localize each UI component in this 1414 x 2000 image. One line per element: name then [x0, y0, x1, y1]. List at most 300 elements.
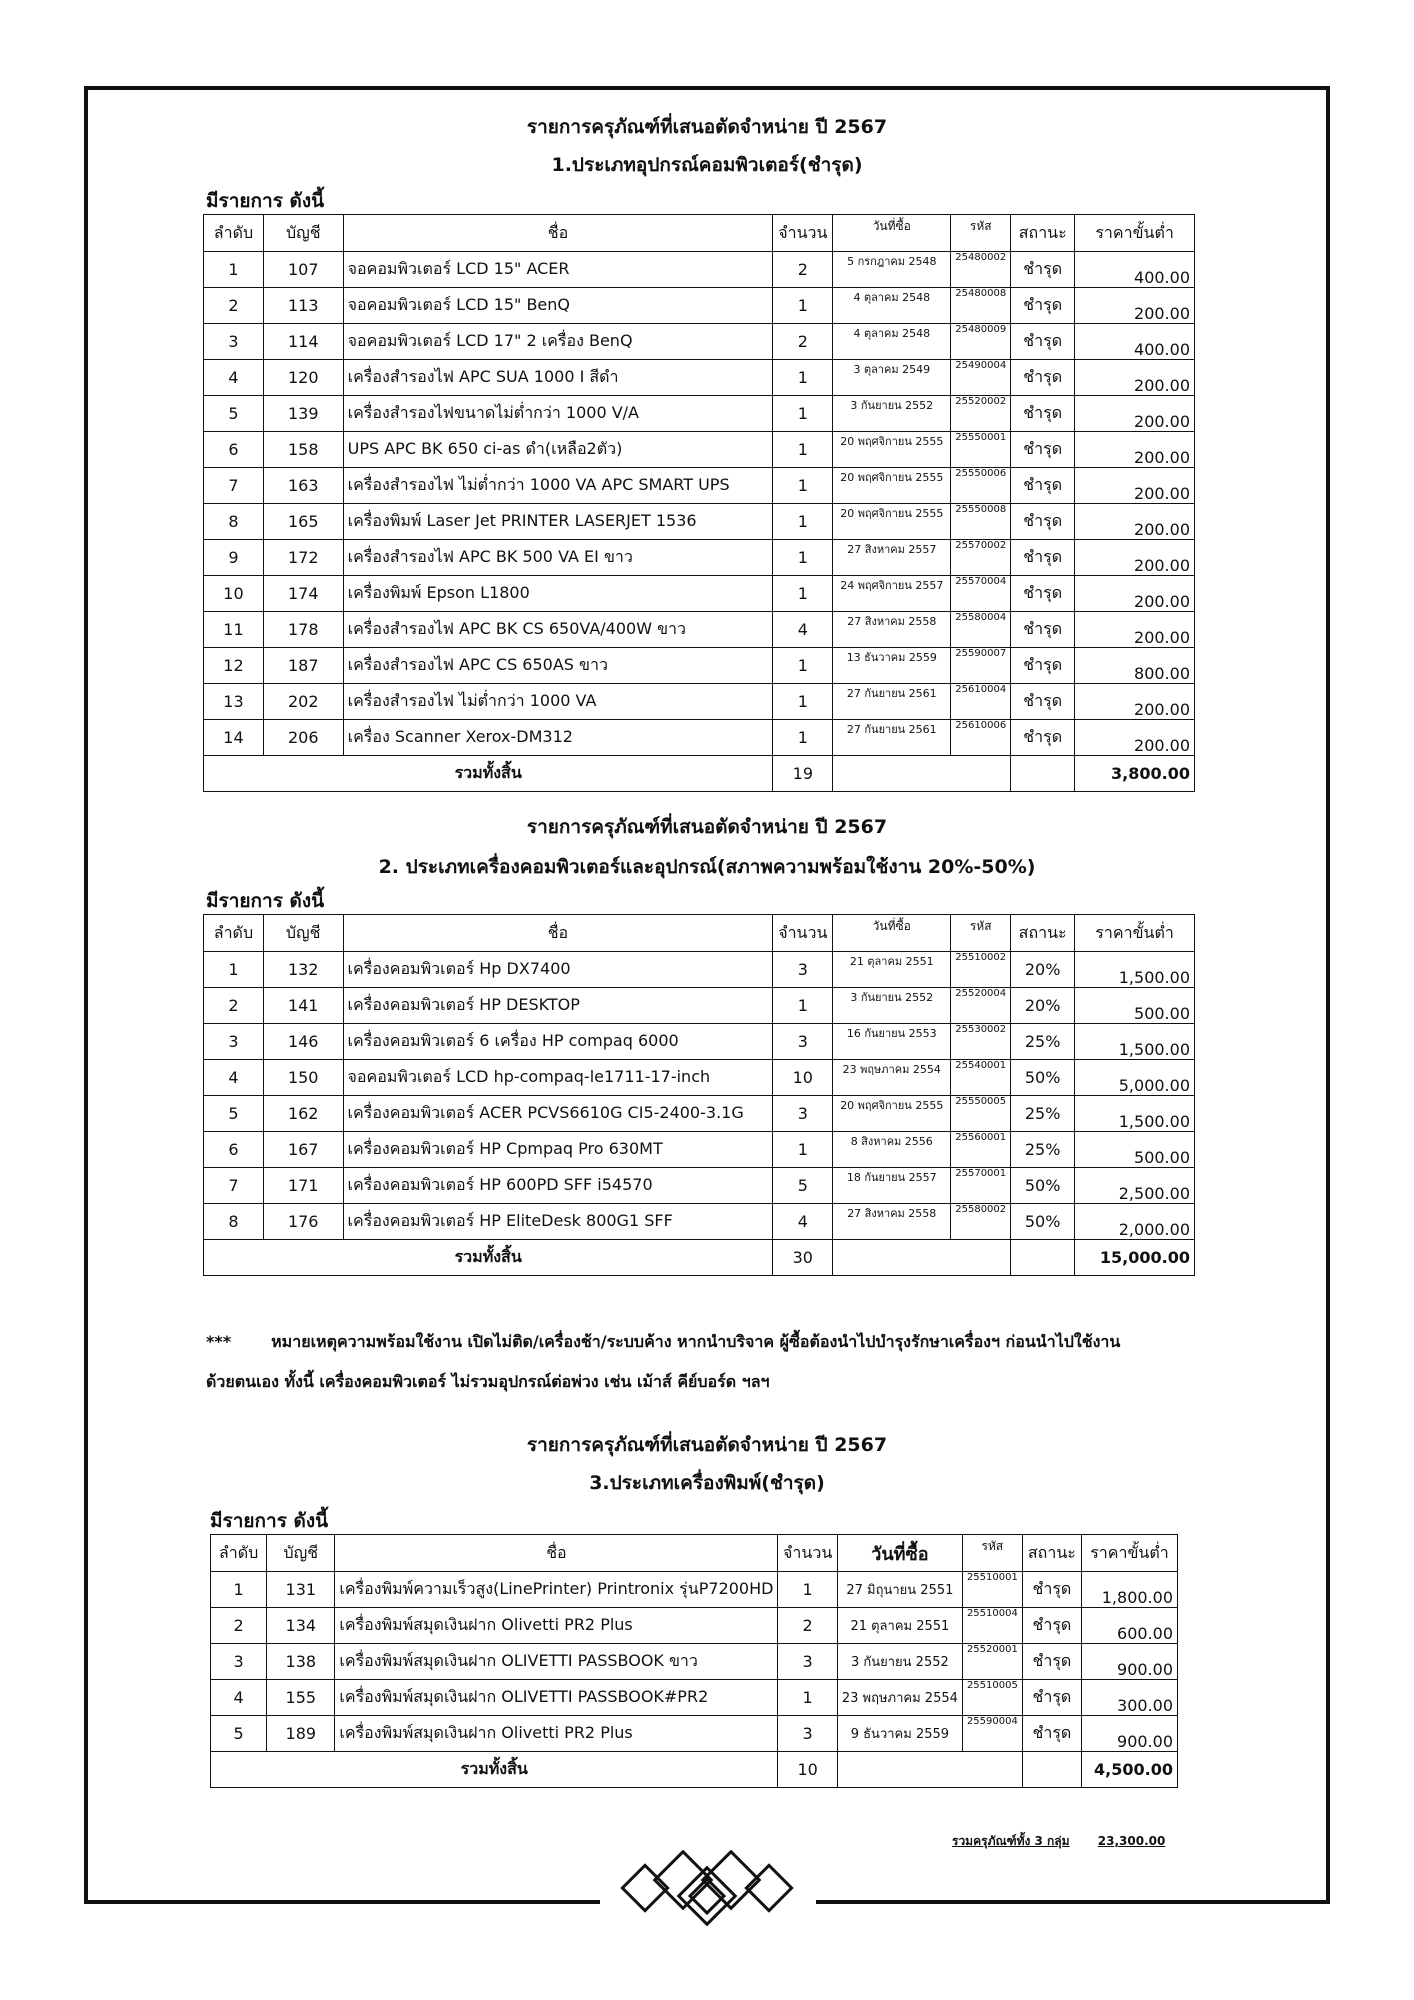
col-name: เครื่องคอมพิวเตอร์ HP DESKTOP — [343, 988, 773, 1024]
col-status: ชำรุด — [1011, 324, 1075, 360]
col-order: 6 — [204, 1132, 264, 1168]
col-code: 25480008 — [951, 288, 1011, 324]
col-price: 200.00 — [1075, 396, 1195, 432]
col-price: 200.00 — [1075, 504, 1195, 540]
total-empty — [833, 756, 1011, 792]
col-code: 25510004 — [962, 1608, 1022, 1644]
col-code: 25550001 — [951, 432, 1011, 468]
col-account: 189 — [267, 1716, 335, 1752]
col-name: เครื่องพิมพ์ Epson L1800 — [343, 576, 773, 612]
col-account: 134 — [267, 1608, 335, 1644]
header-col-qty: จำนวน — [773, 915, 833, 952]
col-date: 20 พฤศจิกายน 2555 — [833, 504, 951, 540]
header-col-code: รหัส — [962, 1535, 1022, 1572]
col-date: 3 กันยายน 2552 — [833, 396, 951, 432]
col-status: ชำรุด — [1011, 648, 1075, 684]
col-price: 200.00 — [1075, 468, 1195, 504]
col-qty: 5 — [773, 1168, 833, 1204]
col-qty: 1 — [773, 288, 833, 324]
col-price: 200.00 — [1075, 720, 1195, 756]
col-price: 200.00 — [1075, 432, 1195, 468]
col-order: 1 — [204, 252, 264, 288]
table-row — [211, 1644, 1178, 1680]
table-row — [204, 1168, 1195, 1204]
col-qty: 1 — [773, 360, 833, 396]
table-row — [204, 1096, 1195, 1132]
col-order: 1 — [204, 952, 264, 988]
col-name: จอคอมพิวเตอร์ LCD 15" BenQ — [343, 288, 773, 324]
col-name: เครื่อง Scanner Xerox-DM312 — [343, 720, 773, 756]
total-price: 15,000.00 — [1075, 1240, 1195, 1276]
col-price: 2,000.00 — [1075, 1204, 1195, 1240]
col-name: เครื่องสำรองไฟ APC CS 650AS ขาว — [343, 648, 773, 684]
col-name: UPS APC BK 650 ci-as ดำ(เหลือ2ตัว) — [343, 432, 773, 468]
col-code: 25560001 — [951, 1132, 1011, 1168]
col-name: จอคอมพิวเตอร์ LCD 15" ACER — [343, 252, 773, 288]
col-name: เครื่องสำรองไฟ APC BK 500 VA EI ขาว — [343, 540, 773, 576]
table-row — [204, 396, 1195, 432]
col-account: 163 — [263, 468, 343, 504]
col-qty: 3 — [773, 952, 833, 988]
col-order: 10 — [204, 576, 264, 612]
table-row — [204, 1024, 1195, 1060]
total-price: 3,800.00 — [1075, 756, 1195, 792]
header-col-qty: จำนวน — [778, 1535, 837, 1572]
table-row — [211, 1572, 1178, 1608]
col-code: 25530002 — [951, 1024, 1011, 1060]
section-3-intro: มีรายการ ดังนี้ — [210, 1510, 329, 1532]
col-date: 3 กันยายน 2552 — [833, 988, 951, 1024]
total-empty — [1022, 1752, 1081, 1788]
col-status: ชำรุด — [1011, 504, 1075, 540]
col-name: เครื่องคอมพิวเตอร์ HP Cpmpaq Pro 630MT — [343, 1132, 773, 1168]
total-qty: 19 — [773, 756, 833, 792]
col-status: ชำรุด — [1011, 684, 1075, 720]
col-order: 5 — [211, 1716, 267, 1752]
col-status: ชำรุด — [1011, 288, 1075, 324]
col-code: 25570002 — [951, 540, 1011, 576]
col-name: เครื่องสำรองไฟ APC BK CS 650VA/400W ขาว — [343, 612, 773, 648]
section-2-intro: มีรายการ ดังนี้ — [206, 890, 325, 912]
total-qty: 10 — [778, 1752, 837, 1788]
col-price: 1,500.00 — [1075, 1024, 1195, 1060]
col-qty: 1 — [773, 1132, 833, 1168]
note-line-2: ด้วยตนเอง ทั้งนี้ เครื่องคอมพิวเตอร์ ไม่รวมอุปกรณ์ต่อพ่วง เช่น เม้าส์ คีย์บอร์ด ฯลฯ — [206, 1372, 770, 1391]
col-price: 200.00 — [1075, 360, 1195, 396]
col-price: 1,800.00 — [1081, 1572, 1177, 1608]
col-account: 146 — [263, 1024, 343, 1060]
col-account: 138 — [267, 1644, 335, 1680]
note-marker: *** — [206, 1332, 232, 1351]
grand-total — [952, 1832, 1165, 1851]
col-date: 20 พฤศจิกายน 2555 — [833, 432, 951, 468]
col-account: 120 — [263, 360, 343, 396]
col-qty: 1 — [773, 576, 833, 612]
col-date: 16 กันยายน 2553 — [833, 1024, 951, 1060]
col-status: 20% — [1011, 988, 1075, 1024]
col-date: 4 ตุลาคม 2548 — [833, 288, 951, 324]
col-order: 2 — [204, 988, 264, 1024]
col-order: 6 — [204, 432, 264, 468]
col-price: 900.00 — [1081, 1716, 1177, 1752]
col-code: 25510002 — [951, 952, 1011, 988]
header-col-date: วันที่ซื้อ — [837, 1535, 962, 1572]
table-header — [204, 915, 1195, 952]
col-code: 25580004 — [951, 612, 1011, 648]
col-qty: 1 — [773, 396, 833, 432]
section-1-intro: มีรายการ ดังนี้ — [206, 190, 325, 212]
col-order: 11 — [204, 612, 264, 648]
col-code: 25590004 — [962, 1716, 1022, 1752]
col-date: 13 ธันวาคม 2559 — [833, 648, 951, 684]
col-account: 165 — [263, 504, 343, 540]
col-qty: 4 — [773, 612, 833, 648]
col-status: ชำรุด — [1011, 360, 1075, 396]
header-col-status: สถานะ — [1022, 1535, 1081, 1572]
header-col-price: ราคาขั้นต่ำ — [1075, 915, 1195, 952]
col-code: 25610006 — [951, 720, 1011, 756]
col-status: ชำรุด — [1022, 1680, 1081, 1716]
table-row — [204, 988, 1195, 1024]
col-account: 206 — [263, 720, 343, 756]
col-price: 2,500.00 — [1075, 1168, 1195, 1204]
col-price: 500.00 — [1075, 988, 1195, 1024]
col-code: 25570004 — [951, 576, 1011, 612]
col-qty: 1 — [773, 432, 833, 468]
col-account: 187 — [263, 648, 343, 684]
col-date: 9 ธันวาคม 2559 — [837, 1716, 962, 1752]
col-account: 113 — [263, 288, 343, 324]
section-2-subtitle: 2. ประเภทเครื่องคอมพิวเตอร์และอุปกรณ์(สภาพความพร้อมใช้งาน 20%-50%) — [378, 856, 1036, 878]
col-qty: 2 — [773, 324, 833, 360]
col-name: เครื่องคอมพิวเตอร์ 6 เครื่อง HP compaq 6000 — [343, 1024, 773, 1060]
col-name: เครื่องคอมพิวเตอร์ ACER PCVS6610G CI5-2400-3.1G — [343, 1096, 773, 1132]
col-name: เครื่องพิมพ์สมุดเงินฝาก OLIVETTI PASSBOOK ขาว — [335, 1644, 778, 1680]
header-col-order: ลำดับ — [211, 1535, 267, 1572]
col-order: 4 — [204, 1060, 264, 1096]
col-account: 178 — [263, 612, 343, 648]
col-price: 600.00 — [1081, 1608, 1177, 1644]
col-code: 25490004 — [951, 360, 1011, 396]
col-code: 25520002 — [951, 396, 1011, 432]
col-status: 50% — [1011, 1168, 1075, 1204]
col-status: ชำรุด — [1011, 540, 1075, 576]
header-col-account: บัญชี — [263, 915, 343, 952]
col-code: 25610004 — [951, 684, 1011, 720]
table-header — [204, 215, 1195, 252]
col-date: 24 พฤศจิกายน 2557 — [833, 576, 951, 612]
total-row — [204, 756, 1195, 792]
col-qty: 1 — [778, 1572, 837, 1608]
col-name: เครื่องคอมพิวเตอร์ Hp DX7400 — [343, 952, 773, 988]
col-order: 3 — [204, 1024, 264, 1060]
table-row — [204, 288, 1195, 324]
col-date: 27 สิงหาคม 2557 — [833, 540, 951, 576]
header-col-code: รหัส — [951, 915, 1011, 952]
total-price: 4,500.00 — [1081, 1752, 1177, 1788]
col-order: 8 — [204, 504, 264, 540]
col-date: 27 มิถุนายน 2551 — [837, 1572, 962, 1608]
col-code: 25520001 — [962, 1644, 1022, 1680]
col-code: 25580002 — [951, 1204, 1011, 1240]
col-price: 200.00 — [1075, 540, 1195, 576]
table-header — [211, 1535, 1178, 1572]
col-name: จอคอมพิวเตอร์ LCD hp-compaq-le1711-17-inch — [343, 1060, 773, 1096]
col-account: 131 — [267, 1572, 335, 1608]
col-name: เครื่องพิมพ์สมุดเงินฝาก Olivetti PR2 Plus — [335, 1608, 778, 1644]
col-price: 800.00 — [1075, 648, 1195, 684]
col-date: 8 สิงหาคม 2556 — [833, 1132, 951, 1168]
col-order: 8 — [204, 1204, 264, 1240]
total-label: รวมทั้งสิ้น — [204, 1240, 773, 1276]
table-row — [204, 468, 1195, 504]
col-code: 25590007 — [951, 648, 1011, 684]
col-order: 14 — [204, 720, 264, 756]
col-code: 25510005 — [962, 1680, 1022, 1716]
col-date: 20 พฤศจิกายน 2555 — [833, 468, 951, 504]
header-col-status: สถานะ — [1011, 215, 1075, 252]
col-account: 162 — [263, 1096, 343, 1132]
table-row — [204, 324, 1195, 360]
col-name: เครื่องสำรองไฟ ไม่ต่ำกว่า 1000 VA — [343, 684, 773, 720]
col-account: 150 — [263, 1060, 343, 1096]
col-qty: 10 — [773, 1060, 833, 1096]
col-order: 1 — [211, 1572, 267, 1608]
section-1-table — [203, 214, 1195, 792]
col-account: 155 — [267, 1680, 335, 1716]
table-row — [204, 432, 1195, 468]
col-status: 25% — [1011, 1132, 1075, 1168]
col-qty: 3 — [773, 1096, 833, 1132]
col-account: 139 — [263, 396, 343, 432]
col-date: 21 ตุลาคม 2551 — [837, 1608, 962, 1644]
header-col-price: ราคาขั้นต่ำ — [1075, 215, 1195, 252]
col-order: 4 — [211, 1680, 267, 1716]
col-qty: 1 — [773, 684, 833, 720]
col-qty: 1 — [773, 504, 833, 540]
col-account: 171 — [263, 1168, 343, 1204]
total-empty — [833, 1240, 1011, 1276]
col-account: 176 — [263, 1204, 343, 1240]
col-name: เครื่องพิมพ์สมุดเงินฝาก Olivetti PR2 Plus — [335, 1716, 778, 1752]
col-order: 7 — [204, 1168, 264, 1204]
col-price: 200.00 — [1075, 576, 1195, 612]
col-code: 25480009 — [951, 324, 1011, 360]
col-name: เครื่องพิมพ์ความเร็วสูง(LinePrinter) Printronix รุ่นP7200HD — [335, 1572, 778, 1608]
grand-total-label: รวมครุภัณฑ์ทั้ง 3 กลุ่ม — [952, 1834, 1070, 1848]
col-qty: 1 — [773, 468, 833, 504]
section-3-title: รายการครุภัณฑ์ที่เสนอตัดจำหน่าย ปี 2567 — [526, 1434, 888, 1456]
col-price: 1,500.00 — [1075, 1096, 1195, 1132]
col-price: 500.00 — [1075, 1132, 1195, 1168]
col-order: 12 — [204, 648, 264, 684]
col-status: ชำรุด — [1011, 252, 1075, 288]
table-row — [204, 1132, 1195, 1168]
header-col-order: ลำดับ — [204, 915, 264, 952]
total-qty: 30 — [773, 1240, 833, 1276]
table-row — [204, 720, 1195, 756]
table-row — [204, 252, 1195, 288]
col-code: 25550005 — [951, 1096, 1011, 1132]
col-code: 25550006 — [951, 468, 1011, 504]
col-status: ชำรุด — [1022, 1644, 1081, 1680]
col-order: 5 — [204, 1096, 264, 1132]
col-date: 21 ตุลาคม 2551 — [833, 952, 951, 988]
col-price: 5,000.00 — [1075, 1060, 1195, 1096]
total-empty — [837, 1752, 1022, 1788]
col-qty: 3 — [778, 1716, 837, 1752]
col-status: 50% — [1011, 1060, 1075, 1096]
col-price: 300.00 — [1081, 1680, 1177, 1716]
col-date: 27 กันยายน 2561 — [833, 684, 951, 720]
total-empty — [1011, 756, 1075, 792]
col-date: 27 กันยายน 2561 — [833, 720, 951, 756]
table-row — [204, 952, 1195, 988]
table-row — [204, 540, 1195, 576]
col-account: 202 — [263, 684, 343, 720]
col-status: ชำรุด — [1022, 1608, 1081, 1644]
col-account: 167 — [263, 1132, 343, 1168]
col-qty: 1 — [778, 1680, 837, 1716]
col-status: ชำรุด — [1022, 1572, 1081, 1608]
header-col-price: ราคาขั้นต่ำ — [1081, 1535, 1177, 1572]
col-status: ชำรุด — [1011, 396, 1075, 432]
header-col-name: ชื่อ — [343, 915, 773, 952]
note-text-1: หมายเหตุความพร้อมใช้งาน เปิดไม่ติด/เครื่องช้า/ระบบค้าง หากนำบริจาค ผู้ซื้อต้องนำไปบำรุงรักษาเครื่องฯ ก่อนนำไปใช้งาน — [271, 1332, 1121, 1351]
col-order: 2 — [211, 1608, 267, 1644]
table-row — [204, 648, 1195, 684]
col-order: 4 — [204, 360, 264, 396]
col-code: 25510001 — [962, 1572, 1022, 1608]
header-col-date: วันที่ซื้อ — [833, 915, 951, 952]
col-status: 25% — [1011, 1024, 1075, 1060]
col-status: 50% — [1011, 1204, 1075, 1240]
col-qty: 4 — [773, 1204, 833, 1240]
col-date: 23 พฤษภาคม 2554 — [837, 1680, 962, 1716]
header-col-qty: จำนวน — [773, 215, 833, 252]
col-price: 900.00 — [1081, 1644, 1177, 1680]
col-date: 3 ตุลาคม 2549 — [833, 360, 951, 396]
note-line-1 — [206, 1330, 1120, 1355]
col-account: 158 — [263, 432, 343, 468]
table-row — [211, 1680, 1178, 1716]
col-price: 200.00 — [1075, 288, 1195, 324]
col-qty: 1 — [773, 540, 833, 576]
col-order: 13 — [204, 684, 264, 720]
total-label: รวมทั้งสิ้น — [211, 1752, 778, 1788]
section-3-subtitle: 3.ประเภทเครื่องพิมพ์(ชำรุด) — [589, 1472, 825, 1494]
header-col-order: ลำดับ — [204, 215, 264, 252]
col-price: 200.00 — [1075, 612, 1195, 648]
col-order: 9 — [204, 540, 264, 576]
col-order: 3 — [211, 1644, 267, 1680]
col-code: 25480002 — [951, 252, 1011, 288]
col-status: ชำรุด — [1022, 1716, 1081, 1752]
col-date: 23 พฤษภาคม 2554 — [833, 1060, 951, 1096]
col-qty: 2 — [773, 252, 833, 288]
col-qty: 2 — [778, 1608, 837, 1644]
col-price: 400.00 — [1075, 324, 1195, 360]
col-order: 2 — [204, 288, 264, 324]
col-order: 5 — [204, 396, 264, 432]
header-col-name: ชื่อ — [335, 1535, 778, 1572]
col-status: ชำรุด — [1011, 612, 1075, 648]
col-status: ชำรุด — [1011, 468, 1075, 504]
table-row — [211, 1716, 1178, 1752]
col-status: ชำรุด — [1011, 576, 1075, 612]
header-col-code: รหัส — [951, 215, 1011, 252]
col-code: 25570001 — [951, 1168, 1011, 1204]
col-status: ชำรุด — [1011, 432, 1075, 468]
header-col-status: สถานะ — [1011, 915, 1075, 952]
total-empty — [1011, 1240, 1075, 1276]
col-date: 27 สิงหาคม 2558 — [833, 612, 951, 648]
col-status: 20% — [1011, 952, 1075, 988]
grand-total-value: 23,300.00 — [1097, 1834, 1166, 1848]
col-status: ชำรุด — [1011, 720, 1075, 756]
col-code: 25540001 — [951, 1060, 1011, 1096]
table-row — [211, 1608, 1178, 1644]
table-row — [204, 576, 1195, 612]
col-account: 172 — [263, 540, 343, 576]
header-col-date: วันที่ซื้อ — [833, 215, 951, 252]
total-label: รวมทั้งสิ้น — [204, 756, 773, 792]
col-date: 27 สิงหาคม 2558 — [833, 1204, 951, 1240]
col-account: 107 — [263, 252, 343, 288]
section-3-table — [210, 1534, 1178, 1788]
col-code: 25520004 — [951, 988, 1011, 1024]
col-date: 3 กันยายน 2552 — [837, 1644, 962, 1680]
col-code: 25550008 — [951, 504, 1011, 540]
table-row — [204, 360, 1195, 396]
col-account: 114 — [263, 324, 343, 360]
col-order: 3 — [204, 324, 264, 360]
col-name: เครื่องสำรองไฟขนาดไม่ต่ำกว่า 1000 V/A — [343, 396, 773, 432]
col-qty: 1 — [773, 648, 833, 684]
col-date: 18 กันยายน 2557 — [833, 1168, 951, 1204]
col-qty: 1 — [773, 988, 833, 1024]
col-name: เครื่องพิมพ์ Laser Jet PRINTER LASERJET 1536 — [343, 504, 773, 540]
col-name: เครื่องสำรองไฟ ไม่ต่ำกว่า 1000 VA APC SMART UPS — [343, 468, 773, 504]
col-account: 132 — [263, 952, 343, 988]
header-col-account: บัญชี — [263, 215, 343, 252]
col-price: 200.00 — [1075, 684, 1195, 720]
total-row — [204, 1240, 1195, 1276]
header-col-account: บัญชี — [267, 1535, 335, 1572]
col-name: เครื่องคอมพิวเตอร์ HP EliteDesk 800G1 SFF — [343, 1204, 773, 1240]
col-price: 400.00 — [1075, 252, 1195, 288]
col-date: 4 ตุลาคม 2548 — [833, 324, 951, 360]
col-date: 5 กรกฎาคม 2548 — [833, 252, 951, 288]
col-name: เครื่องคอมพิวเตอร์ HP 600PD SFF i54570 — [343, 1168, 773, 1204]
section-2-title: รายการครุภัณฑ์ที่เสนอตัดจำหน่าย ปี 2567 — [526, 816, 888, 838]
ornament-icon — [615, 1850, 799, 1928]
col-name: เครื่องสำรองไฟ APC SUA 1000 I สีดำ — [343, 360, 773, 396]
col-account: 141 — [263, 988, 343, 1024]
table-row — [204, 1204, 1195, 1240]
col-status: 25% — [1011, 1096, 1075, 1132]
table-row — [204, 684, 1195, 720]
col-qty: 3 — [773, 1024, 833, 1060]
table-row — [204, 612, 1195, 648]
col-price: 1,500.00 — [1075, 952, 1195, 988]
col-date: 20 พฤศจิกายน 2555 — [833, 1096, 951, 1132]
table-row — [204, 504, 1195, 540]
col-name: จอคอมพิวเตอร์ LCD 17" 2 เครื่อง BenQ — [343, 324, 773, 360]
col-qty: 1 — [773, 720, 833, 756]
section-1-subtitle: 1.ประเภทอุปกรณ์คอมพิวเตอร์(ชำรุด) — [551, 154, 863, 176]
col-name: เครื่องพิมพ์สมุดเงินฝาก OLIVETTI PASSBOOK#PR2 — [335, 1680, 778, 1716]
